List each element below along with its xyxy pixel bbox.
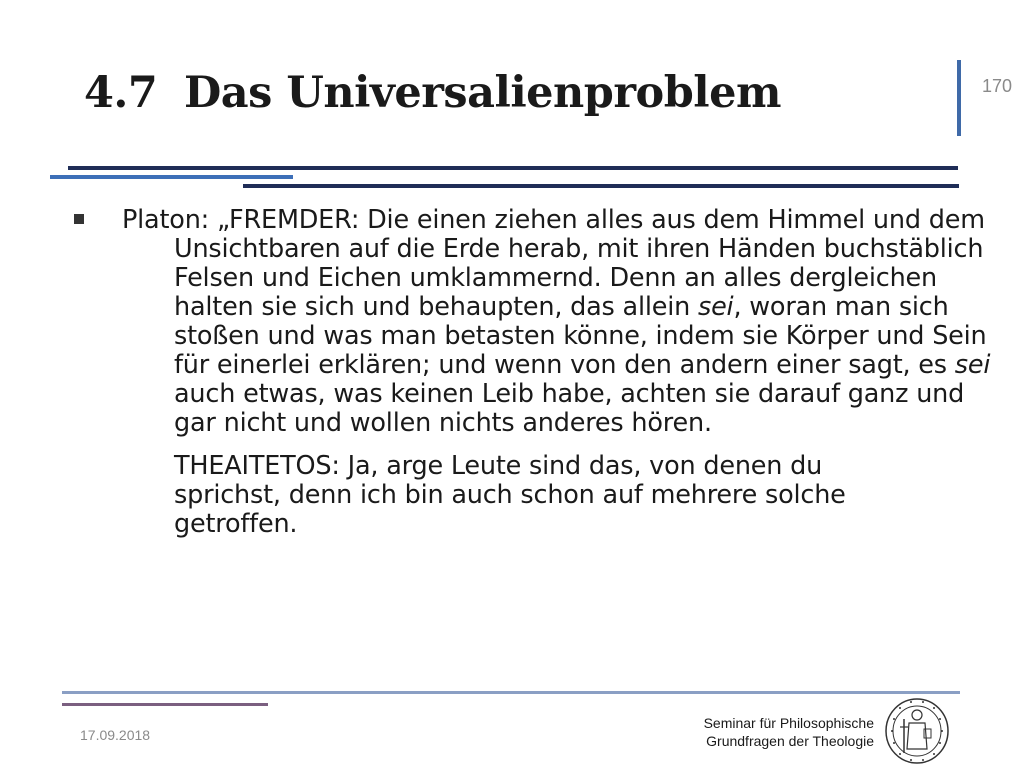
square-bullet-icon	[74, 214, 84, 224]
slide-content	[74, 205, 991, 539]
quote-block	[122, 206, 1004, 438]
section-number: 4.7	[84, 68, 158, 118]
bullet-item	[74, 205, 991, 438]
footer-date: 17.09.2018	[80, 727, 151, 743]
text-run: auch etwas, was keinen Leib habe, achten sie darauf ganz und gar nicht und wollen nichts anderes hören.	[174, 379, 965, 438]
title-text: Das Universalienproblem	[184, 68, 781, 118]
text-run: Die einen ziehen alles aus dem Himmel und dem Unsichtbaren auf die Erde herab, mit ihren Händen buchstäblich Felsen und Eichen umklammernd. Denn an alles dergleichen halten sie sich und behaupten, das allein	[174, 205, 985, 322]
text-run: , woran man sich stoßen und was man betasten könne, indem sie Körper und Sein für einerlei erklären; und wenn von den andern einer sagt, es	[174, 292, 987, 380]
paragraph-fremder	[122, 206, 1004, 438]
footer-rule-accent	[62, 703, 268, 706]
org-line-1: Seminar für Philosophische	[703, 715, 874, 731]
quote-label: Platon: „FREMDER:	[122, 205, 368, 235]
header-rule-top	[68, 166, 958, 170]
university-seal-icon	[884, 697, 950, 765]
title-vertical-bar	[957, 60, 961, 136]
header-rule-accent	[50, 175, 293, 179]
emphasis: sei	[697, 292, 734, 322]
footer-rule	[62, 691, 960, 694]
slide-title	[84, 68, 781, 118]
paragraph-theaitetos: THEAITETOS: Ja, arge Leute sind das, von denen du sprichst, denn ich bin auch schon auf mehrere solche getroffen.	[174, 451, 846, 539]
org-line-2: Grundfragen der Theologie	[706, 733, 874, 749]
header-rule-bottom	[243, 184, 959, 188]
emphasis: sei	[954, 350, 991, 380]
footer-organization	[690, 714, 874, 750]
page-number: 170	[982, 76, 1013, 96]
